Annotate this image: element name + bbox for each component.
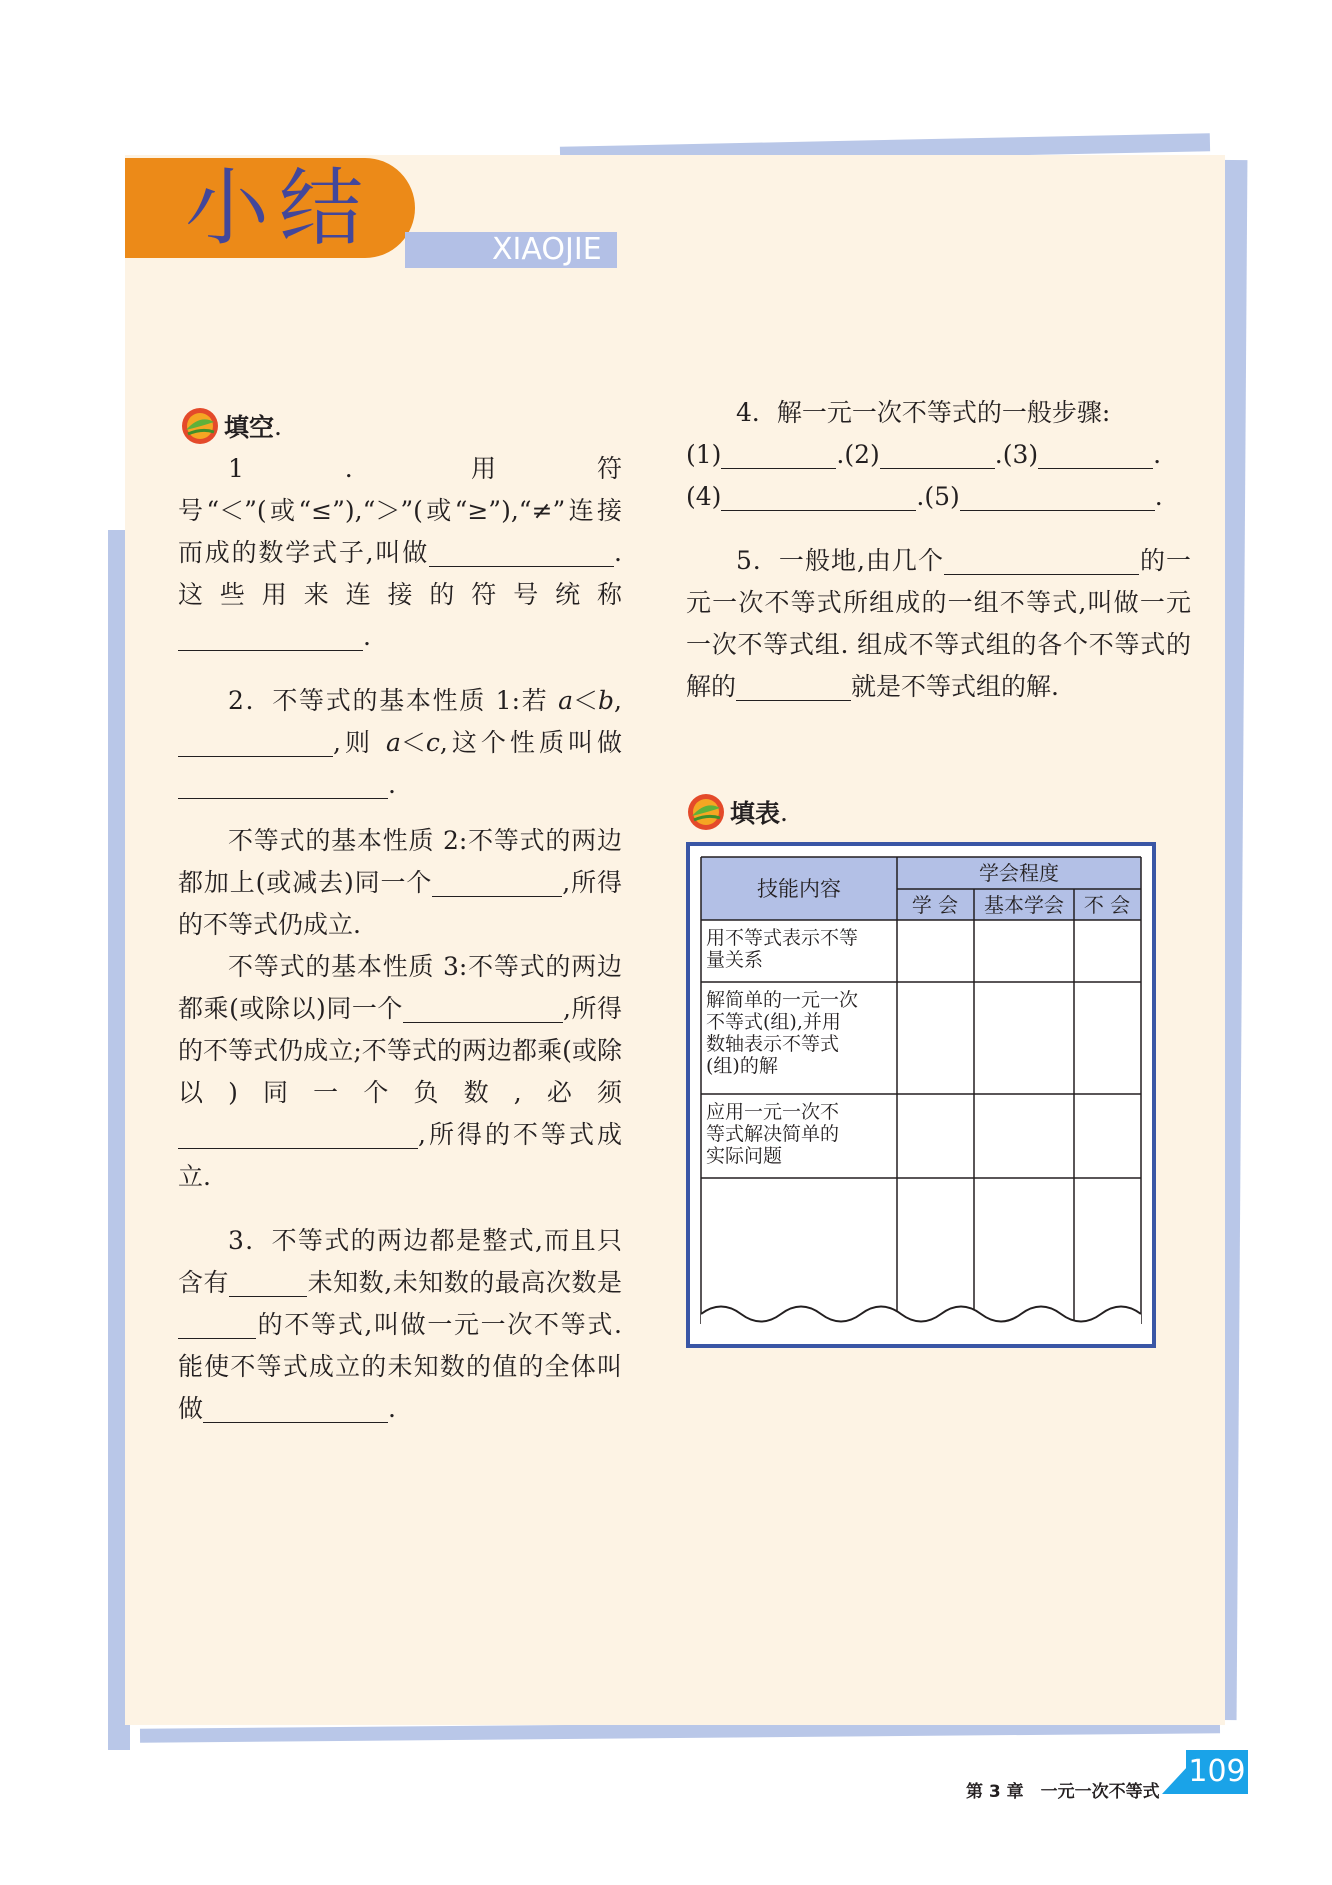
row-2-line-1: 解简单的一元一次 bbox=[706, 989, 859, 1011]
q4-step-3-end: . bbox=[1153, 440, 1162, 469]
header-skill: 技能内容 bbox=[757, 877, 841, 901]
q1-blank-2[interactable] bbox=[178, 620, 363, 651]
q2-text-c: ,这个性质叫做 bbox=[439, 728, 622, 757]
question-4-intro bbox=[686, 392, 1191, 434]
row-3-line-2: 等式解决简单的 bbox=[706, 1123, 840, 1145]
q4-blank-5[interactable] bbox=[960, 480, 1155, 511]
left-column bbox=[178, 448, 622, 1430]
row-1-line-2: 量关系 bbox=[706, 949, 764, 971]
q2-end: . bbox=[388, 770, 396, 799]
header-col-not: 不 会 bbox=[1083, 893, 1131, 917]
section-title: 小结 bbox=[185, 159, 374, 257]
fill-blank-period: . bbox=[274, 411, 282, 441]
question-2-property-3 bbox=[178, 946, 622, 1198]
q2-blank-4[interactable] bbox=[403, 992, 563, 1023]
fill-table-label: 填表 bbox=[730, 799, 781, 828]
q4-step-2: .(2) bbox=[836, 440, 880, 469]
section-subtitle: XIAOJIE bbox=[492, 232, 602, 267]
header-col-learned: 学 会 bbox=[911, 893, 959, 917]
q2-p3-text-a: 不等式的基本性质 3:不等式的两边都乘(或除以)同一个 bbox=[178, 952, 622, 1023]
q4-step-5: .(5) bbox=[916, 482, 960, 511]
q5-blank-1[interactable] bbox=[944, 544, 1139, 575]
q3-text-a: 3．不等式的两边都是整式,而且只含有 bbox=[178, 1226, 622, 1297]
q2-p3-text-c: ,所得的不等式成立. bbox=[178, 1120, 622, 1191]
section-bullet-icon bbox=[180, 406, 220, 446]
fill-table-heading bbox=[686, 792, 788, 832]
skill-table bbox=[686, 842, 1156, 1348]
q2-lt: ＜ bbox=[573, 686, 599, 715]
q4-step-4: (4) bbox=[686, 482, 722, 511]
q2-var-a: a bbox=[558, 686, 574, 715]
question-1 bbox=[178, 448, 622, 658]
q1-text-a: 1．用符号“＜”(或“≤”),“＞”(或“≥”),“≠”连接而成的数学式子,叫做 bbox=[178, 454, 622, 567]
question-4-steps-1 bbox=[686, 434, 1191, 476]
row-2-line-2: 不等式(组),并用 bbox=[706, 1011, 841, 1033]
q4-blank-4[interactable] bbox=[721, 480, 916, 511]
q4-blank-2[interactable] bbox=[880, 438, 995, 469]
q3-blank-3[interactable] bbox=[203, 1392, 388, 1423]
row-3-line-3: 实际问题 bbox=[706, 1145, 783, 1167]
q5-text-b: 的一元一次不等式所组成的一组不等式,叫做一元一次不等式组. 组成不等式组的各个不等式的解的 bbox=[686, 546, 1191, 701]
q2-comma: , bbox=[614, 686, 622, 715]
q2-blank-5[interactable] bbox=[178, 1118, 418, 1149]
q2-p2-text-b: ,所得的不等式仍成立. bbox=[178, 868, 622, 939]
q2-text-b: ,则 bbox=[333, 728, 386, 757]
row-2-line-3: 数轴表示不等式 bbox=[706, 1033, 840, 1055]
q2-p3-text-b: ,所得的不等式仍成立;不等式的两边都乘(或除以)同一个负数,必须 bbox=[178, 994, 622, 1107]
fill-table-period: . bbox=[780, 797, 788, 827]
row-3-line-1: 应用一元一次不 bbox=[706, 1101, 840, 1123]
header-level: 学会程度 bbox=[979, 861, 1059, 885]
question-2-property-1 bbox=[178, 680, 622, 806]
q2-blank-1[interactable] bbox=[178, 726, 333, 757]
q1-text-b: . 这些用来连接的符号统称 bbox=[178, 538, 622, 609]
question-3 bbox=[178, 1220, 622, 1430]
q2-p2-text-a: 不等式的基本性质 2:不等式的两边都加上(或减去)同一个 bbox=[178, 826, 622, 897]
q4-text-a: 4．解一元一次不等式的一般步骤: bbox=[736, 398, 1111, 427]
chapter-footer: 第 3 章 一元一次不等式 bbox=[966, 1782, 1160, 1802]
fill-blank-heading bbox=[180, 406, 282, 446]
q3-text-c: 的不等式,叫做一元一次不等式. 能使不等式成立的未知数的值的全体叫做 bbox=[178, 1310, 622, 1423]
q2-text-a: 2．不等式的基本性质 1:若 bbox=[228, 686, 559, 715]
page-number: 109 bbox=[1186, 1750, 1248, 1794]
fill-blank-label: 填空 bbox=[224, 413, 275, 442]
row-1-line-1: 用不等式表示不等 bbox=[706, 927, 859, 949]
q3-blank-2[interactable] bbox=[178, 1308, 256, 1339]
skill-table-drawing bbox=[690, 846, 1152, 1344]
section-bullet-icon bbox=[686, 792, 726, 832]
q4-blank-3[interactable] bbox=[1038, 438, 1153, 469]
q4-step-3: .(3) bbox=[994, 440, 1039, 469]
q2-var-a-2: a bbox=[385, 728, 401, 757]
q2-var-c: c bbox=[425, 728, 440, 757]
q2-var-b: b bbox=[598, 686, 615, 715]
q5-blank-2[interactable] bbox=[736, 670, 851, 701]
q4-blank-1[interactable] bbox=[721, 438, 836, 469]
q2-blank-2[interactable] bbox=[178, 768, 388, 799]
question-5 bbox=[686, 540, 1191, 708]
q1-blank-1[interactable] bbox=[429, 536, 614, 567]
header-col-basic: 基本学会 bbox=[984, 893, 1064, 917]
q5-text-c: 就是不等式组的解. bbox=[851, 672, 1059, 701]
right-column bbox=[686, 392, 1191, 708]
question-4-steps-2 bbox=[686, 476, 1191, 518]
q3-text-d: . bbox=[388, 1394, 396, 1423]
q4-step-1: (1) bbox=[686, 440, 722, 469]
q2-lt-2: ＜ bbox=[400, 728, 426, 757]
q1-text-c: . bbox=[363, 622, 371, 651]
q5-text-a: 5．一般地,由几个 bbox=[736, 546, 944, 575]
question-2-property-2 bbox=[178, 820, 622, 946]
q3-text-b: 未知数,未知数的最高次数是 bbox=[307, 1268, 622, 1297]
q4-step-5-end: . bbox=[1154, 482, 1163, 511]
q3-blank-1[interactable] bbox=[229, 1266, 307, 1297]
row-2-line-4: (组)的解 bbox=[706, 1055, 778, 1077]
page-arrow-icon bbox=[1162, 1766, 1188, 1794]
q2-blank-3[interactable] bbox=[432, 866, 562, 897]
